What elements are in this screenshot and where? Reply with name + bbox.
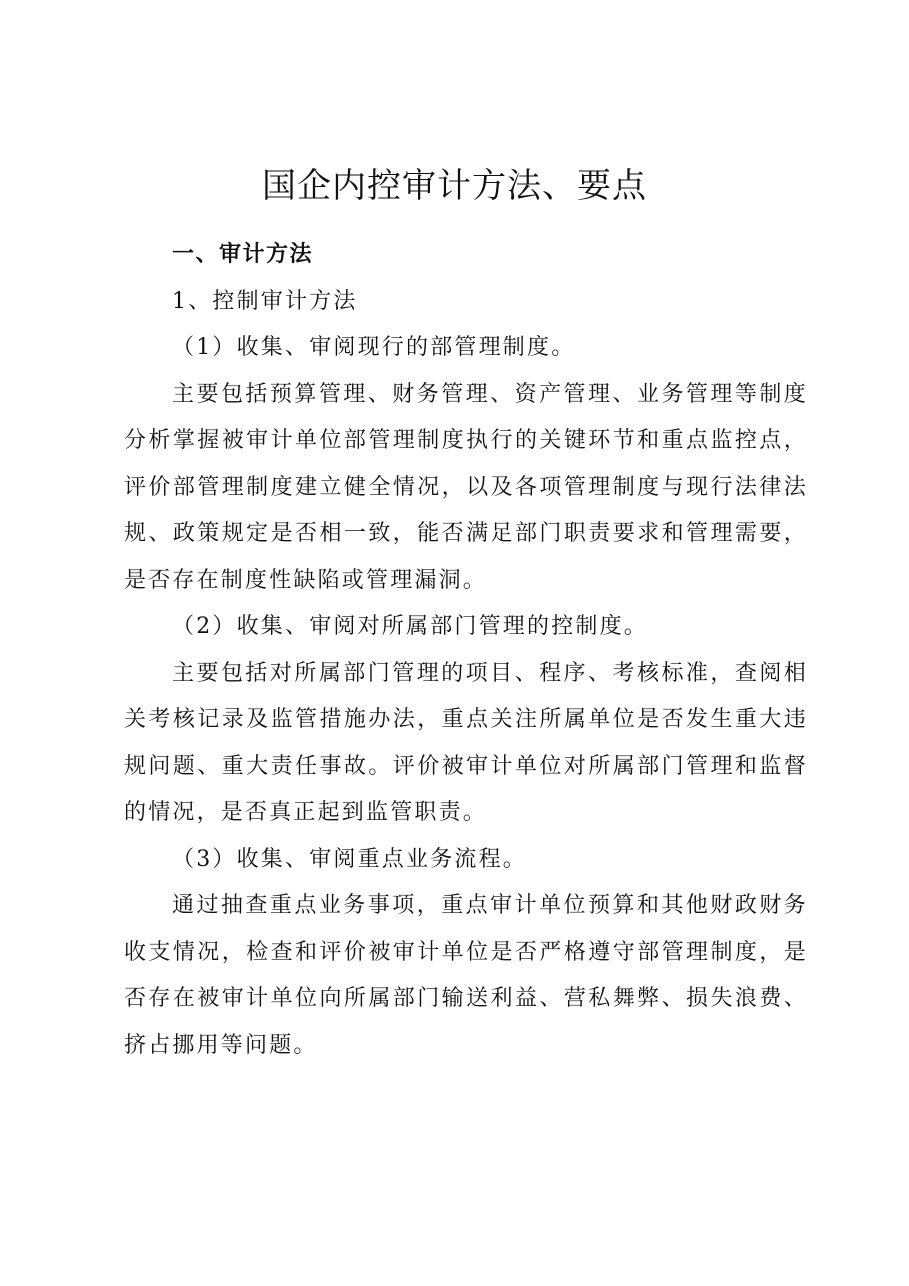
subheading: 1、控制审计方法 [172, 288, 358, 314]
item-label-1: （1）收集、审阅现行的部管理制度。 [172, 335, 576, 360]
item-body-3: 通过抽查重点业务事项，重点审计单位预算和其他财政财务收支情况，检查和评价被审计单位是否严格遵守部管理制度，是否存在被审计单位向所属部门输送利益、营私舞弊、损失浪费、挤占挪用等问题。 [124, 893, 808, 1058]
item-label-2: （2）收集、审阅对所属部门管理的控制度。 [172, 614, 648, 639]
item-body-2: 主要包括对所属部门管理的项目、程序、考核标准，查阅相关考核记录及监管措施办法，重点关注所属单位是否发生重大违规问题、重大责任事故。评价被审计单位对所属部门管理和监督的情况，是否真正起到监管职责。 [124, 660, 808, 825]
item-label-3: （3）收集、审阅重点业务流程。 [172, 846, 527, 872]
document-title: 国企内控审计方法、要点 [262, 166, 647, 206]
item-body-1: 主要包括预算管理、财务管理、资产管理、业务管理等制度分析掌握被审计单位部管理制度执行的关键环节和重点监控点，评价部管理制度建立健全情况，以及各项管理制度与现行法律法规、政策规定是否相一致，能否满足部门职责要求和管理需要，是否存在制度性缺陷或管理漏洞。 [124, 381, 808, 593]
section-heading: 一、审计方法 [172, 242, 314, 267]
document-body [124, 232, 808, 1069]
